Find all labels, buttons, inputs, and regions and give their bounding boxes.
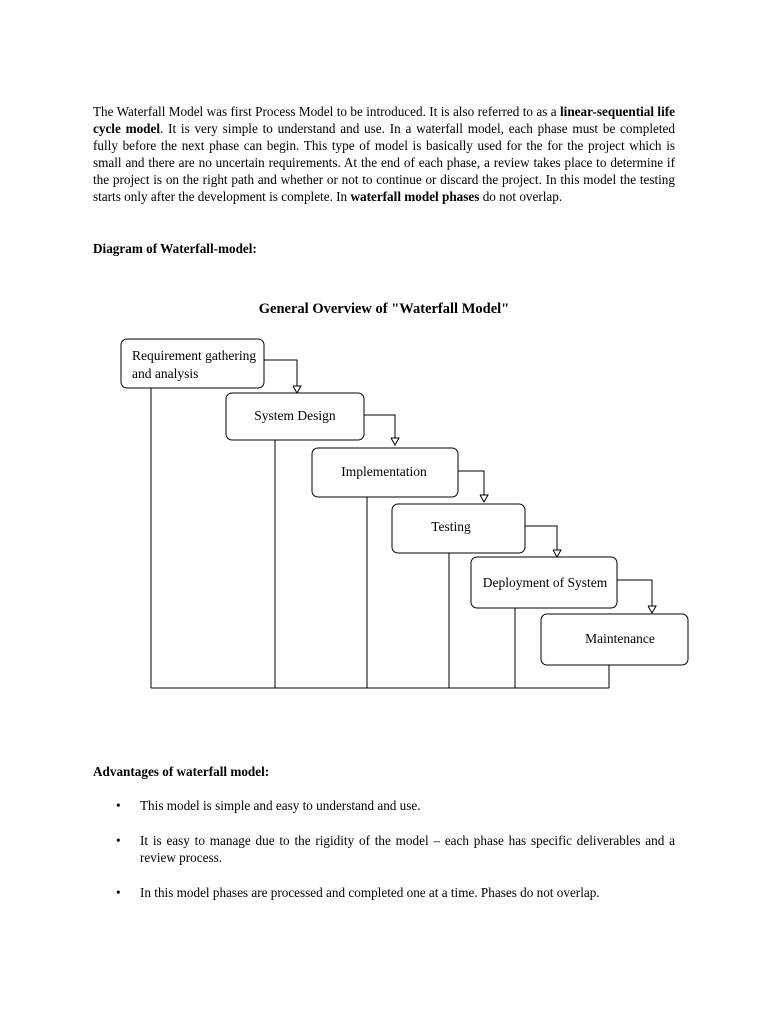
advantages-heading: Advantages of waterfall model: — [93, 764, 270, 779]
phase-label-requirements-line2: and analysis — [132, 366, 199, 381]
intro-bold-term-2: waterfall model phases — [350, 188, 480, 204]
list-item — [93, 832, 675, 866]
intro-text-2: . It is very simple to understand and use. In a waterfall model, each phase must be completed fully before the next phase can begin. This type of model is basically used for the for the project which is small and there are no uncertain requirements. At the end of each phase, a review takes place to determine if the project is on the right path and whether or not to continue or discard the project. In this model the testing starts only after the development is complete. In — [93, 120, 675, 204]
phase-label-deployment: Deployment of System — [482, 575, 608, 590]
diagram-title: General Overview of "Waterfall Model" — [258, 301, 510, 317]
phase-label-testing: Testing — [431, 519, 471, 534]
advantage-text: In this model phases are processed and completed one at a time. Phases do not overlap. — [140, 885, 600, 900]
phase-label-requirements-line1: Requirement gathering — [132, 348, 257, 363]
connector-1 — [264, 360, 297, 387]
connector-2 — [364, 415, 395, 439]
phase-label-implementation: Implementation — [341, 464, 427, 479]
arrowhead-1 — [293, 386, 301, 393]
intro-text-1: The Waterfall Model was first Process Model to be introduced. It is also referred to as a — [93, 104, 561, 119]
arrowhead-5 — [648, 606, 656, 613]
diagram-heading: Diagram of Waterfall-model: — [93, 241, 257, 256]
advantage-text: It is easy to manage due to the rigidity of the model – each phase has specific deliverables and a review process. — [140, 833, 675, 865]
phase-label-maintenance: Maintenance — [585, 631, 655, 646]
arrowhead-3 — [480, 495, 488, 502]
arrowhead-2 — [391, 438, 399, 445]
connector-5 — [617, 580, 652, 607]
connector-3 — [458, 471, 484, 496]
connector-4 — [525, 526, 557, 551]
intro-bold-term-1: linear-sequential life cycle model — [93, 104, 676, 136]
phase-label-system-design: System Design — [254, 408, 336, 423]
intro-text-3: do not overlap. — [479, 188, 563, 204]
advantage-text: This model is simple and easy to understand and use. — [140, 798, 421, 813]
list-item — [93, 797, 675, 814]
bullet-icon: • — [116, 798, 121, 813]
list-item — [93, 884, 675, 901]
bullet-icon: • — [116, 833, 121, 848]
advantages-list — [93, 797, 675, 919]
bullet-icon: • — [116, 885, 121, 900]
arrowhead-4 — [553, 550, 561, 557]
